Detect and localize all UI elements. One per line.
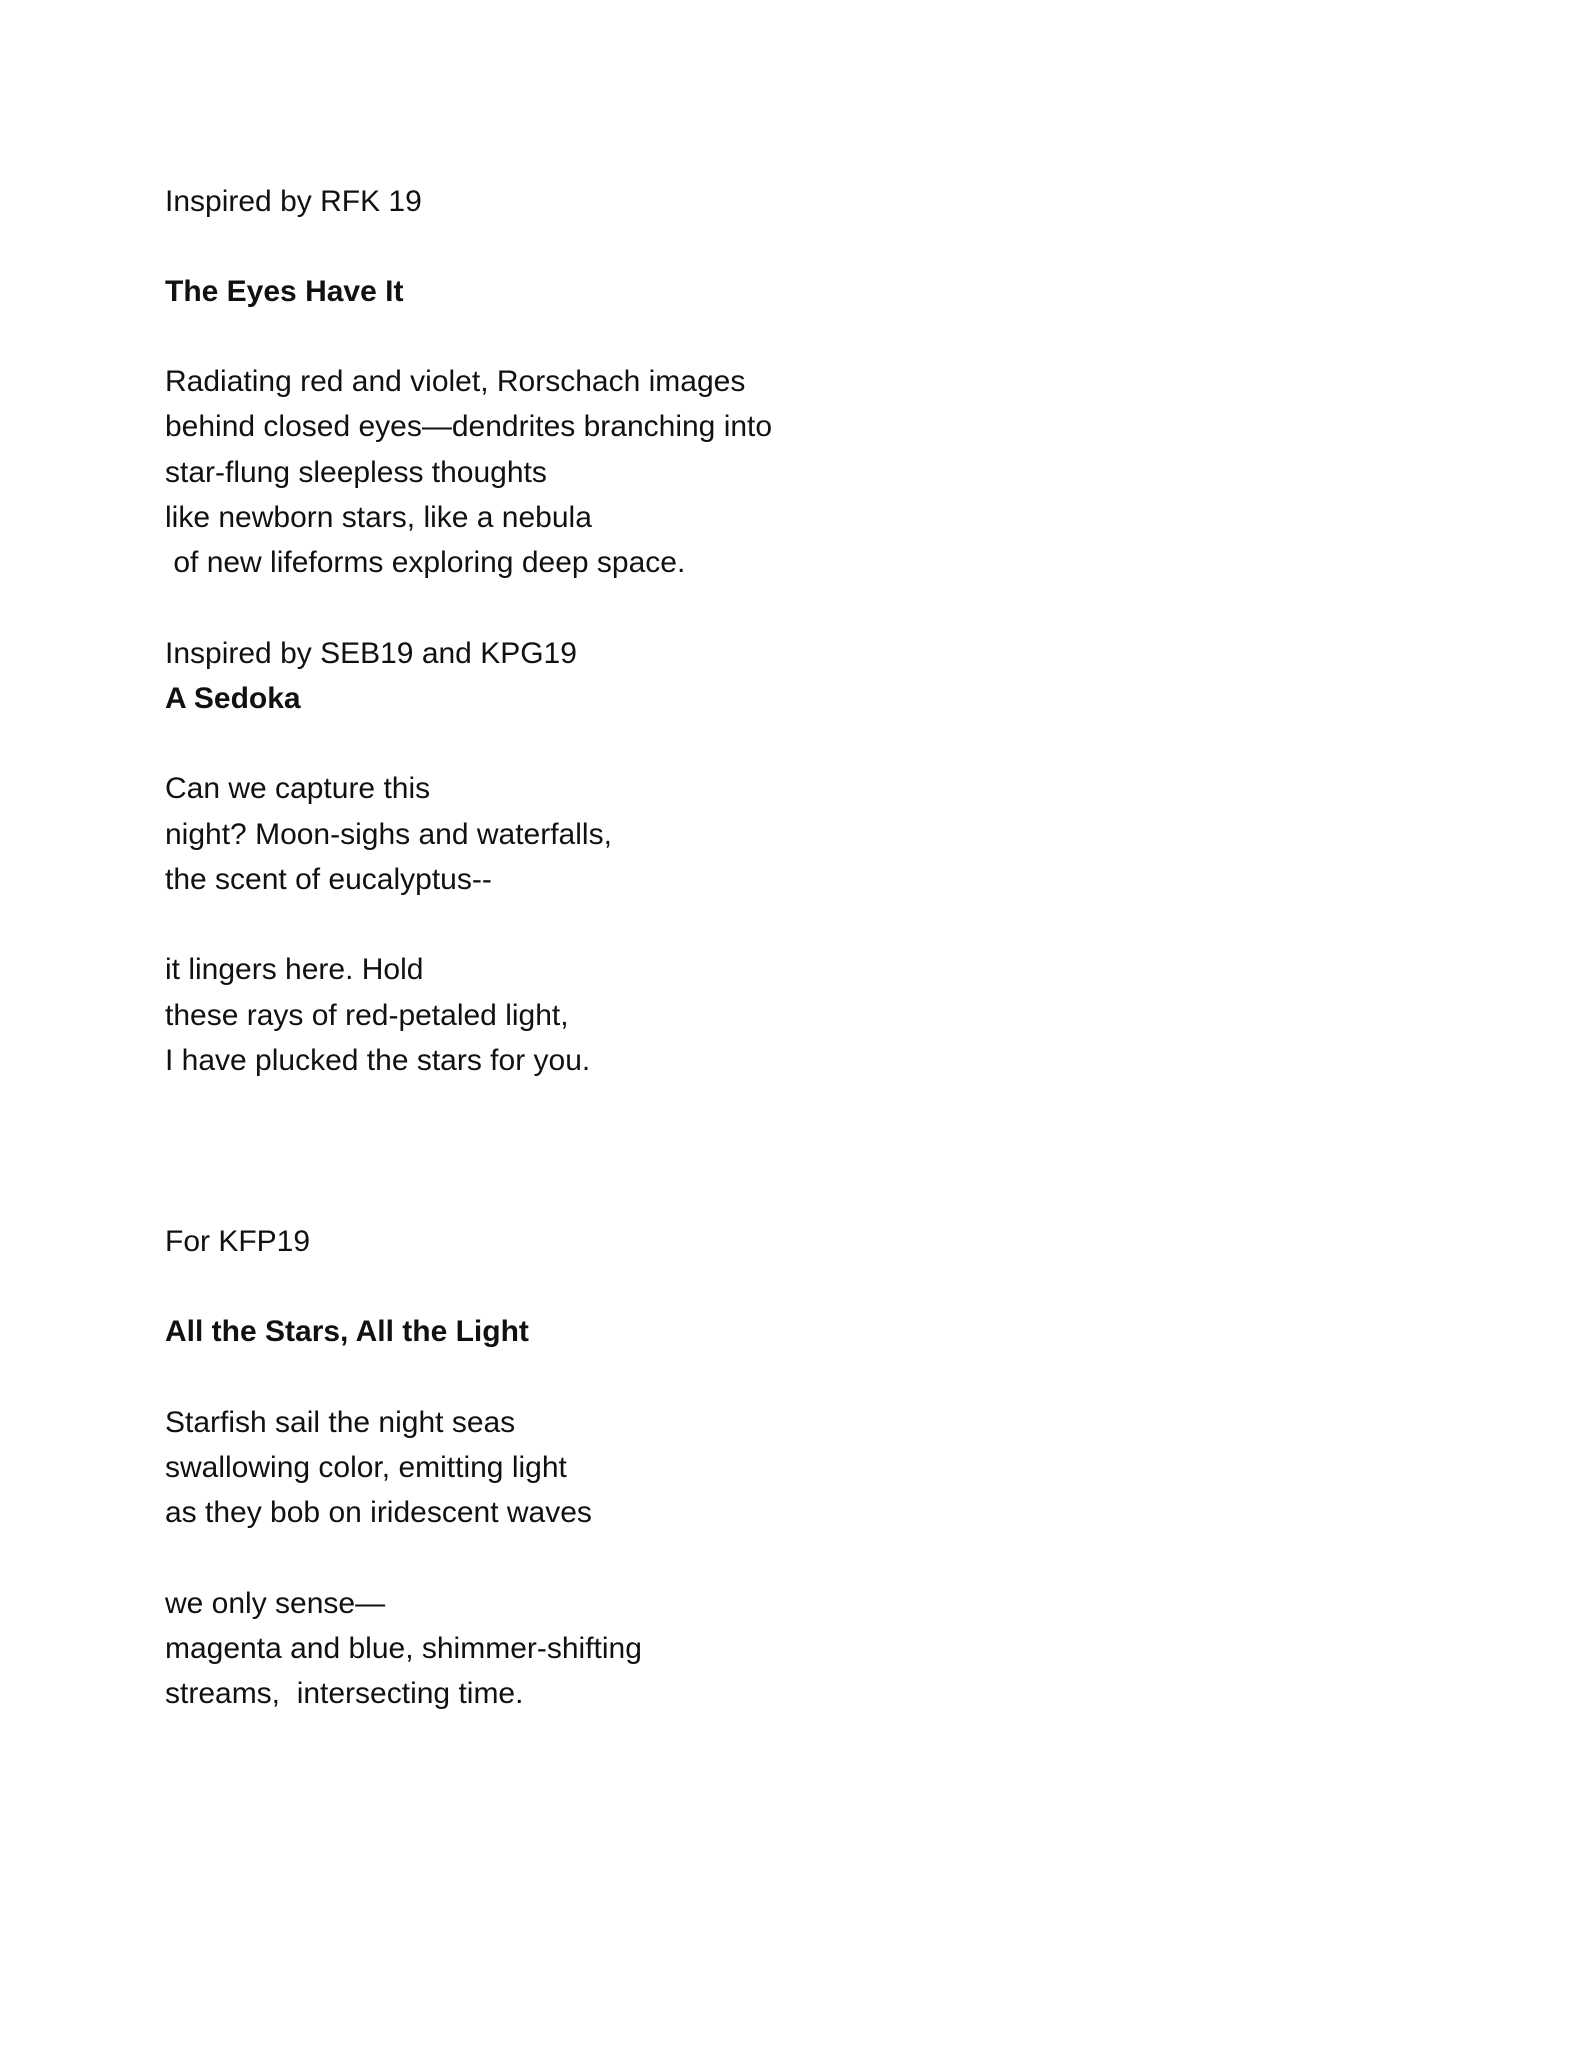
poem-line: Radiating red and violet, Rorschach images [165, 365, 746, 398]
poem-3-title: All the Stars, All the Light [165, 1315, 529, 1348]
poem-line: of new lifeforms exploring deep space. [165, 546, 686, 579]
poem-line: Starfish sail the night seas [165, 1406, 516, 1439]
poem-line: we only sense— [165, 1587, 386, 1620]
poem-line: swallowing color, emitting light [165, 1451, 567, 1484]
poem-line: behind closed eyes—dendrites branching into [165, 410, 773, 443]
poem-1-dedication: Inspired by RFK 19 [165, 185, 422, 218]
poem-line: night? Moon-sighs and waterfalls, [165, 818, 612, 851]
poem-line: it lingers here. Hold [165, 953, 424, 986]
poem-2-dedication: Inspired by SEB19 and KPG19 [165, 637, 577, 670]
poem-line: Can we capture this [165, 772, 431, 805]
poem-line: streams, intersecting time. [165, 1677, 524, 1710]
poem-line: the scent of eucalyptus-- [165, 863, 492, 896]
poem-line: like newborn stars, like a nebula [165, 501, 592, 534]
poem-2-title: A Sedoka [165, 682, 301, 715]
poem-line: magenta and blue, shimmer-shifting [165, 1632, 642, 1665]
poem-line: star-flung sleepless thoughts [165, 456, 547, 489]
poem-line: these rays of red-petaled light, [165, 999, 569, 1032]
poem-1-title: The Eyes Have It [165, 275, 404, 308]
poem-3-dedication: For KFP19 [165, 1225, 311, 1258]
poem-line: as they bob on iridescent waves [165, 1496, 592, 1529]
poem-line: I have plucked the stars for you. [165, 1044, 591, 1077]
